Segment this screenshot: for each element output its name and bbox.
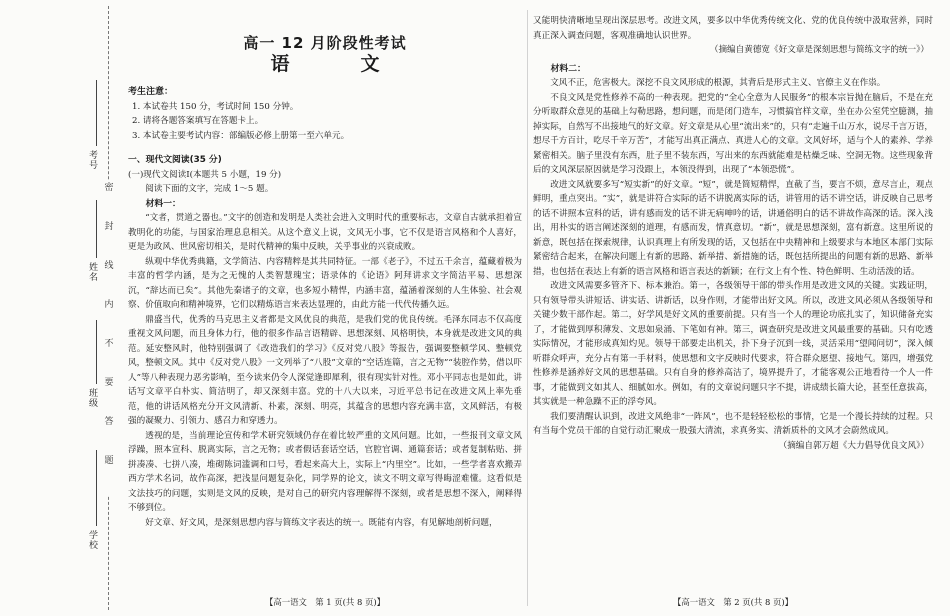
section-heading: 一、现代文阅读(35 分) <box>128 155 222 165</box>
page-two-footer: 【高一语文 第 2 页(共 8 页)】 <box>673 597 793 607</box>
subsection-heading: (一)现代文阅读Ⅰ(本题共 5 小题，19 分) <box>128 169 282 180</box>
exam-title: 高一 12 月阶段性考试 <box>243 34 407 52</box>
school-label: 学校 <box>87 530 97 550</box>
seal-warning: 密封线内不要答题 <box>102 182 113 494</box>
notice-item: 1. 本试卷共 150 分，考试时间 150 分钟。 <box>132 101 299 112</box>
page-one-footer: 【高一语文 第 1 页(共 8 页)】 <box>265 597 385 607</box>
notice-heading: 考生注意： <box>128 87 174 97</box>
passage-paragraph: 改进文风需要多管齐下、标本兼治。第一，各级领导干部的带头作用是改进文风的关键。实践证明，只有领导带头讲短话、讲实话、讲新话，以身作则，才能带出好文风。所以，改进文风必须从各级领导和关键少数干部作起。第二，好学风是好文风的重要前提。只有当一个人的理论功底扎实了，知识储备充实了，才能做到厚积薄发、文思如泉涌、下笔如有神。第三，调查研究是改进文风最重要的基础。只有吃透实际情况，才能形成真知灼见。领导干部要走出机关，扑下身子沉到一线，灵活采用“望闻问切”，深入倾听群众呼声，充分占有第一手材料，使思想和文字反映时代要求，符合群众愿望、接地气。第四，增强党性修养是涵养好文风的思想基础。只有自身的修养高洁了，境界提升了，才能客观公正地看待一个人一件事，才能做到文如其人、细腻如水。例如，有的文章说问题只字不提，讲成绩长篇大论，甚至任意拔高，其实就是一种急躁不正的浮夸风。 <box>533 281 933 407</box>
exam-no-field[interactable] <box>96 80 97 146</box>
passage-paragraph: 鼎盛当代，优秀的马克思主义者都是文风优良的典范，是我们党的优良传统。毛泽东同志不仅高度重视文风问题，而且身体力行，他的很多作品言语精辟、思想深刻、风格明快，本身就是改进文风的典范。延安整风时，他特别强调了《改造我们的学习》《反对党八股》等报告，强调要整顿学风、整顿党风，整顿文风。其中《反对党八股》一文列举了“八股”文章的“空话连篇，言之无物”“装腔作势，借以吓人”等八种表现力恶劣影响，至今读来仍令人深觉逢即犀利，很有现实针对性。邓小平同志也是如此，讲话写文章平白朴实、简洁明了，却又深刻丰富。党的十八大以来，习近平总书记在改进文风上率先垂范，他的讲话风格充分开文风清新、朴素，深刻、明亮，其蕴含的思想内容充满丰富，文风鲜活，有极强的凝聚力、引领力、感召力和穿透力。 <box>128 314 522 426</box>
passage-paragraph: 文风不正，危害极大。深挖不良文风形成的根源，其背后是形式主义、官僚主义在作祟。 <box>550 78 886 88</box>
page-two <box>533 14 933 453</box>
name-label: 姓名 <box>87 262 97 282</box>
passage-paragraph: 又能明快清晰地呈现出深层思考。改进文风，要多以中华优秀传统文化、党的优良传统中汲取营养，同时真正深入调查问题，客观准确地认识世界。 <box>533 16 933 41</box>
material-one-source: （摘编自黄德宽《好文章是深刻思想与简练文字的统一》） <box>709 45 929 55</box>
subject-title: 语 文 <box>270 52 406 75</box>
school-field[interactable] <box>96 450 97 526</box>
class-label: 班级 <box>87 388 97 408</box>
passage-paragraph: 透视的是，当前理论宣传和学术研究领域仍存在着比较严重的文风问题。比如，一些报刊文章文风浮躁，照本宣科、脱离实际，言之无物；或者假话套话空话，官腔官调、通篇套话；或者复制粘贴、拼拼凑凑、七拼八凑，堆砌陈词滥调和口号，看起来高大上，实际上“内里空”。比如，一些学者喜欢搬弄西方学术名词，故作高深，把浅显问题复杂化，同学界的论文，读文不明文章写得晦涩难懂。这看似是文法技巧的问题，实则是文风的反映，是对自己的研究内容理解得不深刻，或者是思想不深入，阐释得不够到位。 <box>128 430 522 513</box>
material-two-heading: 材料二： <box>550 63 586 74</box>
class-field[interactable] <box>96 320 97 384</box>
material-one-heading: 材料一： <box>145 198 181 209</box>
exam-no-label: 考号 <box>87 150 97 170</box>
material-two-source: （摘编自郭万超《大力倡导优良文风》） <box>778 440 929 451</box>
notice-item: 2. 请将各题答案填写在答题卡上。 <box>132 116 264 126</box>
passage-paragraph: 改进文风就要多写“短实新”的好文章。“短”，就是简短精悍，直截了当，要言不烦，意尽言止，观点鲜明，重点突出。“实”，就是讲符合实际的话不讲脱离实际的话，讲管用的话不讲空话，讲反映自己思考的话不讲照本宣科的话，讲有感而发的话不讲无病呻吟的话，讲通俗明白的话不讲故作高深的话。深入浅出，用朴实的语言阐述深刻的道理，有感而发，情真意切。“新”，就是思想深刻，富有新意。这里所说的新意，既包括在探索规律，认识真理上有所发现的话，又包括在中央精神和上级要求与本地区本部门实际紧密结合起来，在解决问题上有新的思路、新举措、新措施的话，既包括所提出的问题有新的思路、新举措，也包括在表达上有新的语言风格和语言表达的新颖；在行文上有个性、特色鲜明、生动活泼的话。 <box>533 179 933 277</box>
page-one <box>128 14 522 530</box>
notice-item: 3. 本试卷主要考试内容：部编版必修上册第一至六单元。 <box>132 130 350 141</box>
passage-paragraph: “文者，贯道之器也。”文字的创造和发明是人类社会进入文明时代的重要标志，文章自古就承担着宣教明化的功能，与国家治理息息相关。从这个意义上说，文风无小事，它不仅是语言风格和个人喜好，更是为政风、世风密切相关，是时代精神的集中反映，关乎事业的兴衰成败。 <box>128 213 522 252</box>
passage-paragraph: 好文章、好文风，是深刻思想内容与简练文字表达的统一。既能有内容，有见解地剖析问题， <box>145 517 498 528</box>
name-field[interactable] <box>96 200 97 258</box>
reading-instruction: 阅读下面的文字，完成 1～5 题。 <box>145 184 274 194</box>
passage-paragraph: 纵观中华优秀典籍，文学简洁、内容精粹是其共同特征。一部《老子》，不过五千余言，蕴藏着极为丰富的哲学内涵，是为之无愧的人类智慧瑰宝；语录体的《论语》阿拜讲求文字简洁平易、思想深沉，“辞达而已矣”。其他先秦诸子的文章，也多短小精悍，内涵丰富，蕴涵着深刻的人生体验、社会观察、价值取向和精神境界，它们以精炼语言来表达显理的，由此方能一代代传播久远。 <box>128 256 522 310</box>
binding-strip <box>0 0 118 616</box>
column-divider <box>527 10 528 606</box>
passage-paragraph: 不良文风是党性修养不高的一种表现。把党的“全心全意为人民服务”的根本宗旨抛在脑后，不是在充分听取群众意见的基础上勾勒思路，想问题，而是闭门造车，习惯搞官样文章，坐在办公室凭空臆测，抽掉实际，自然写不出接地气的好文章。好文章是从心里“流出来”的，只有“走遍千山万水，说尽千言万语，想尽千方百计，吃尽千辛万苦”，才能写出真正满点、真进人心的文章。文风好坏，适与个人的素养、学养紧密相关。脑子里没有东西，肚子里不装东西，写出来的东西就能难是枯燥乏味、空洞无物。这些现象背后的文风深层原因就是学习没跟上，本领没得到，出现了“本领恐慌”。 <box>533 92 933 175</box>
passage-paragraph: 我们要清醒认识到，改进文风绝非“一阵风”，也不是轻轻松松的事情，它是一个漫长持续的过程。只有当每个党员干部的自觉行动汇聚成一股强大清流，求真务实、清新质朴的文风才会蔚然成风。 <box>533 411 933 436</box>
